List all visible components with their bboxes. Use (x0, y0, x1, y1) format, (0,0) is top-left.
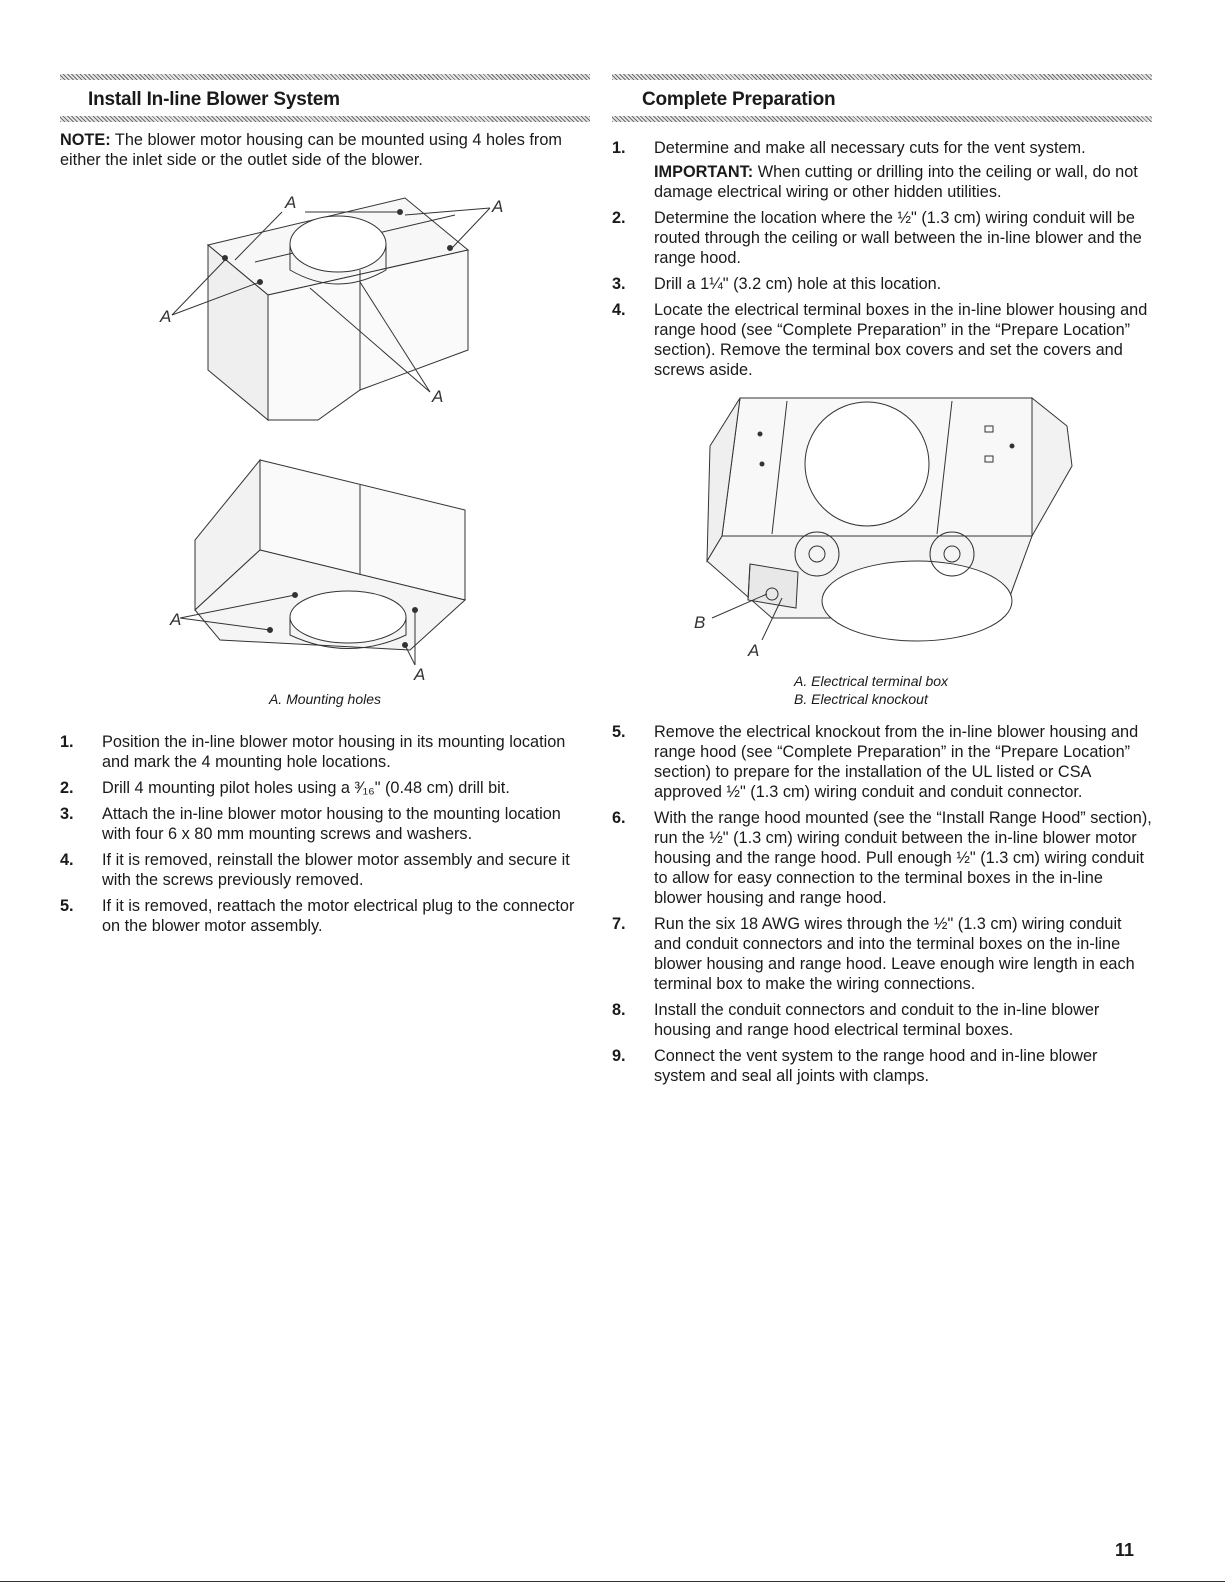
section-header-complete (612, 74, 1152, 122)
step-text: Locate the electrical terminal boxes in the in-line blower housing and range hood (see “Complete Preparation” in the “Prepare Location” section). Remove the terminal box covers and set the covers and screws aside. (654, 301, 1148, 379)
step-number: 8. (612, 1001, 626, 1019)
step-text: Connect the vent system to the range hood and in-line blower system and seal all joints with clamps. (654, 1047, 1098, 1085)
label-a-lower-right: A (414, 665, 426, 684)
step-text: Remove the electrical knockout from the in-line blower housing and range hood (see “Complete Preparation” in the “Prepare Location” section) to prepare for the installation of the UL listed or CSA approved ½" (1.3 cm) wiring conduit and conduit connector. (654, 723, 1139, 801)
label-a-top-right: A (492, 197, 504, 216)
section-header-install (60, 74, 590, 122)
label-a-top: A (285, 193, 297, 212)
step-text: Run the six 18 AWG wires through the ½" (1.3 cm) wiring conduit and conduit connectors and into the terminal boxes on the in-line blower housing and range hood. Leave enough wire length in each terminal box to make the wiring connections. (654, 915, 1135, 993)
step-number: 3. (60, 805, 74, 823)
note-label: NOTE: (60, 131, 111, 149)
list-item (612, 208, 1152, 268)
label-a-lower-left: A (170, 610, 182, 629)
header-rule-bottom (60, 116, 590, 122)
step-text: Determine the location where the ½" (1.3 cm) wiring conduit will be routed through the ceiling or wall between the in-line blower and the range hood. (654, 209, 1142, 267)
step-number: 2. (60, 779, 74, 797)
important-text: When cutting or drilling into the ceiling or wall, do not damage electrical wiring or other hidden utilities. (654, 163, 1138, 201)
step-text: If it is removed, reattach the motor electrical plug to the connector on the blower motor assembly. (102, 897, 575, 935)
list-item (612, 300, 1152, 380)
right-column (612, 74, 1152, 1092)
mounting-holes-illustration (60, 170, 590, 690)
step-text: Determine and make all necessary cuts for the vent system. (654, 139, 1086, 157)
section-title-install: Install In-line Blower System (88, 89, 340, 110)
list-item (612, 138, 1152, 202)
terminal-box-figure (612, 386, 1152, 664)
list-item (60, 850, 590, 890)
figure-caption-terminal-a: A. Electrical terminal box (794, 673, 949, 689)
figure-caption-terminal-b: B. Electrical knockout (794, 691, 928, 707)
list-item (612, 722, 1152, 802)
list-item (60, 804, 590, 844)
mounting-holes-figure (60, 170, 590, 690)
list-item (612, 274, 1152, 294)
preparation-steps-list-a (612, 138, 1152, 380)
header-rule-bottom (612, 116, 1152, 122)
bottom-divider (0, 1581, 1225, 1582)
step-text: Install the conduit connectors and conduit to the in-line blower housing and range hood electrical terminal boxes. (654, 1001, 1100, 1039)
note-text: The blower motor housing can be mounted using 4 holes from either the inlet side or the outlet side of the blower. (60, 131, 562, 169)
preparation-steps-list-b (612, 722, 1152, 1086)
important-label: IMPORTANT: (654, 163, 754, 181)
step-number: 5. (60, 897, 74, 915)
list-item (60, 896, 590, 936)
install-steps-list (60, 732, 590, 936)
section-title-complete: Complete Preparation (642, 89, 836, 110)
step-number: 2. (612, 209, 626, 227)
step-number: 9. (612, 1047, 626, 1065)
list-item (60, 778, 590, 798)
step-number: 5. (612, 723, 626, 741)
note-paragraph (60, 130, 590, 170)
important-note (654, 162, 1152, 202)
step-text: Drill a 1¼" (3.2 cm) hole at this location. (654, 275, 942, 293)
label-b-knockout: B (694, 613, 706, 632)
step-text: With the range hood mounted (see the “Install Range Hood” section), run the ½" (1.3 cm) wiring conduit between the in-line blower motor housing and the range hood. Pull enough ½" (1.3 cm) wiring conduit to allow for easy connection to the terminal boxes in the in-line blower housing and range hood. (654, 809, 1152, 907)
step-text: Attach the in-line blower motor housing to the mounting location with four 6 x 80 mm mounting screws and washers. (102, 805, 561, 843)
list-item (612, 914, 1152, 994)
label-a-left: A (160, 307, 172, 326)
page-number: 11 (1115, 1540, 1135, 1560)
step-text: If it is removed, reinstall the blower motor assembly and secure it with the screws previously removed. (102, 851, 570, 889)
terminal-box-illustration (612, 386, 1152, 664)
step-number: 6. (612, 809, 626, 827)
step-number: 4. (60, 851, 74, 869)
list-item (612, 1000, 1152, 1040)
list-item (612, 1046, 1152, 1086)
step-number: 1. (612, 139, 626, 157)
left-column (60, 74, 590, 942)
label-a-bottom: A (432, 387, 444, 406)
label-a-terminal-box: A (748, 641, 760, 660)
step-text: Position the in-line blower motor housing in its mounting location and mark the 4 mounting hole locations. (102, 733, 566, 771)
step-number: 1. (60, 733, 74, 751)
step-number: 4. (612, 301, 626, 319)
list-item (60, 732, 590, 772)
step-number: 7. (612, 915, 626, 933)
step-text: Drill 4 mounting pilot holes using a ³⁄₁₆" (0.48 cm) drill bit. (102, 779, 510, 797)
figure-caption-mounting: A. Mounting holes (268, 691, 382, 707)
step-number: 3. (612, 275, 626, 293)
list-item (612, 808, 1152, 908)
